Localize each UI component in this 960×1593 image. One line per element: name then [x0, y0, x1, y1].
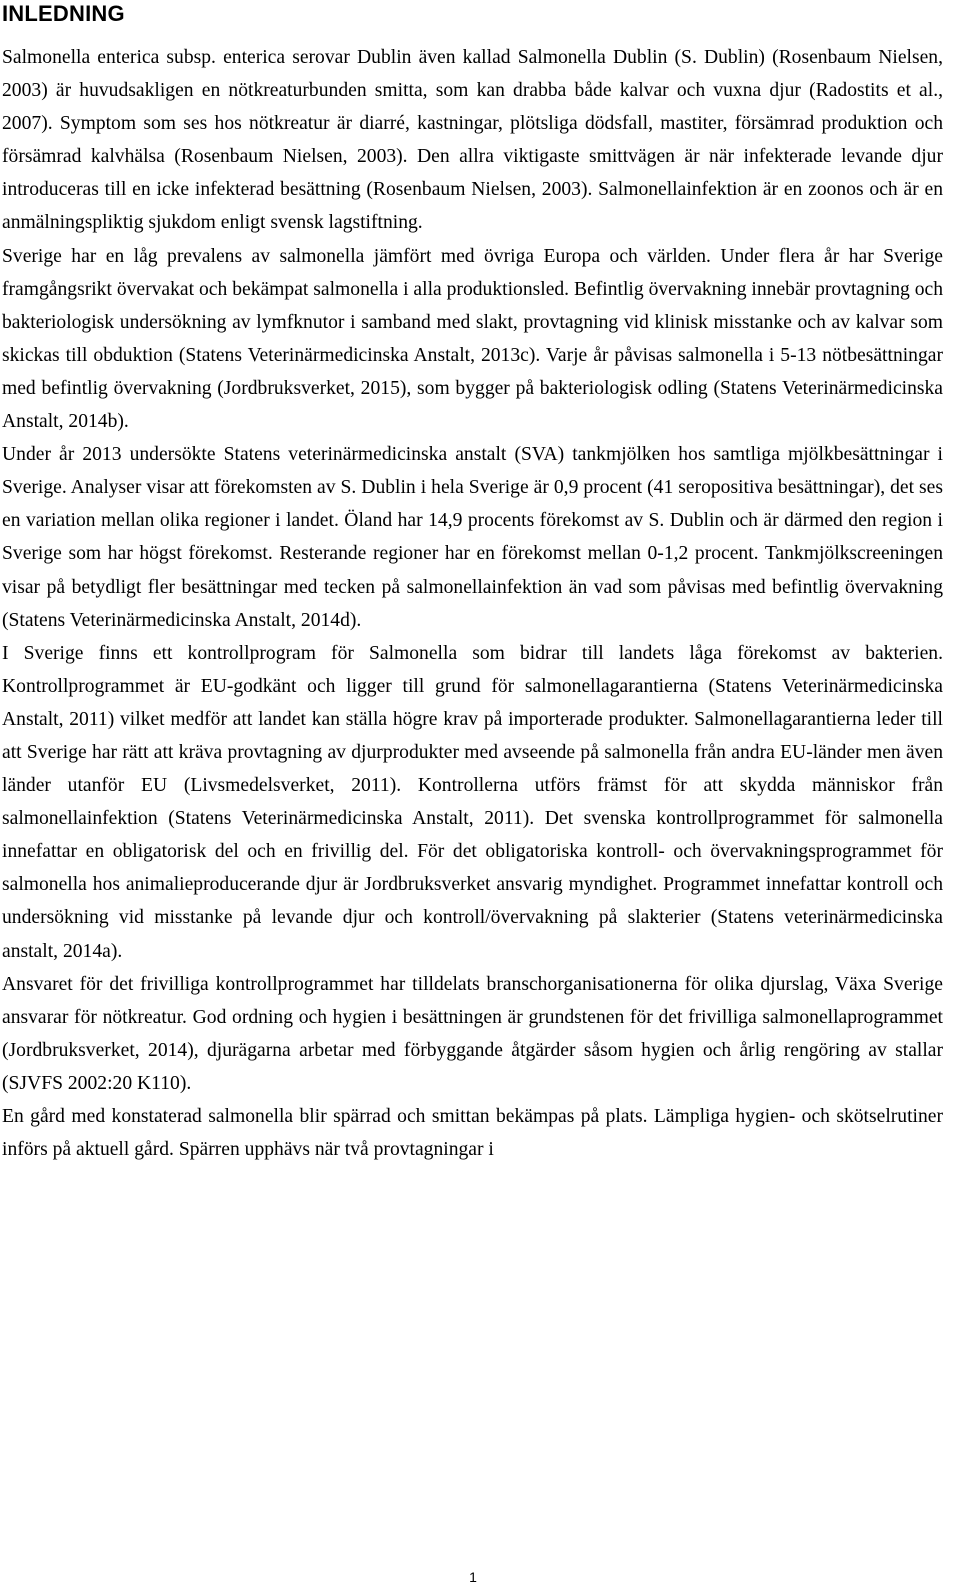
paragraph: I Sverige finns ett kontrollprogram för Salmonella som bidrar till landets låga förekomst av bakterien. Kontrollprogrammet är EU-godkänt och ligger till grund för salmonellagarantierna (Statens Veterinärmedicinska Anstalt, 2011) vilket medför att landet kan ställa högre krav på importerade produkter. Salmonellagarantierna leder till att Sverige har rätt att kräva provtagning av djurprodukter med avseende på salmonella från andra EU-länder men även länder utanför EU (Livsmedelsverket, 2011). Kontrollerna utförs främst för att skydda människor från salmonellainfektion (Statens Veterinärmedicinska Anstalt, 2011). Det svenska kontrollprogrammet för salmonella innefattar en obligatorisk del och en frivillig del. För det obligatoriska kontroll- och övervakningsprogrammet för salmonella hos animalieproducerande djur är Jordbruksverket ansvarig myndighet. Programmet innefattar kontroll och undersökning vid misstanke på levande djur och kontroll/övervakning på slakterier (Statens veterinärmedicinska anstalt, 2014a). — [2, 642, 943, 962]
paragraph: Salmonella enterica subsp. enterica serovar Dublin även kallad Salmonella Dublin (S. Dublin) (Rosenbaum Nielsen, 2003) är huvudsakligen en nötkreaturbunden smitta, som kan drabba både kalvar och vuxna djur (Radostits et al., 2007). Symptom som ses hos nötkreatur är diarré, kastningar, plötsliga dödsfall, mastiter, försämrad produktion och försämrad kalvhälsa (Rosenbaum Nielsen, 2003). Den allra viktigaste smittvägen är när infekterade levande djur introduceras till en icke infekterad besättning (Rosenbaum Nielsen, 2003). Salmonellainfektion är en zoonos och är en anmälningspliktig sjukdom enligt svensk lagstiftning. — [2, 47, 943, 234]
paragraph: Under år 2013 undersökte Statens veterinärmedicinska anstalt (SVA) tankmjölken hos samtliga mjölkbesättningar i Sverige. Analyser visar att förekomsten av S. Dublin i hela Sverige är 0,9 procent (41 seropositiva besättningar), det ses en variation mellan olika regioner i landet. Öland har 14,9 procents förekomst av S. Dublin och är därmed den region i Sverige som har högst förekomst. Resterande regioner har en förekomst mellan 0-1,2 procent. Tankmjölkscreeningen visar på betydligt fler besättningar med tecken på salmonellainfektion än vad som påvisas med befintlig övervakning (Statens Veterinärmedicinska Anstalt, 2014d). — [2, 444, 943, 631]
paragraph: En gård med konstaterad salmonella blir spärrad och smittan bekämpas på plats. Lämpliga hygien- och skötselrutiner införs på aktuell gård. Spärren upphävs när två provtagningar i — [2, 1106, 943, 1161]
page-number: 1 — [469, 1569, 477, 1585]
paragraph: Sverige har en låg prevalens av salmonella jämfört med övriga Europa och världen. Under flera år har Sverige framgångsrikt övervakat och bekämpat salmonella i alla produktionsled. Befintlig övervakning innebär provtagning och bakteriologisk undersökning av lymfknutor i samband med slakt, provtagning vid klinisk misstanke och av kalvar som skickas till obduktion (Statens Veterinärmedicinska Anstalt, 2013c). Varje år påvisas salmonella i 5-13 nötbesättningar med befintlig övervakning (Jordbruksverket, 2015), som bygger på bakteriologisk odling (Statens Veterinärmedicinska Anstalt, 2014b). — [2, 245, 943, 433]
section-heading: INLEDNING — [2, 1, 125, 26]
paragraph: Ansvaret för det frivilliga kontrollprogrammet har tilldelats branschorganisationerna för olika djurslag, Växa Sverige ansvarar för nötkreatur. God ordning och hygien i besättningen är grundstenen för det frivilliga salmonellaprogrammet (Jordbruksverket, 2014), djurägarna arbetar med förbyggande åtgärder såsom hygien och årlig rengöring av stallar (SJVFS 2002:20 K110). — [2, 973, 943, 1094]
body-text — [2, 41, 943, 1166]
